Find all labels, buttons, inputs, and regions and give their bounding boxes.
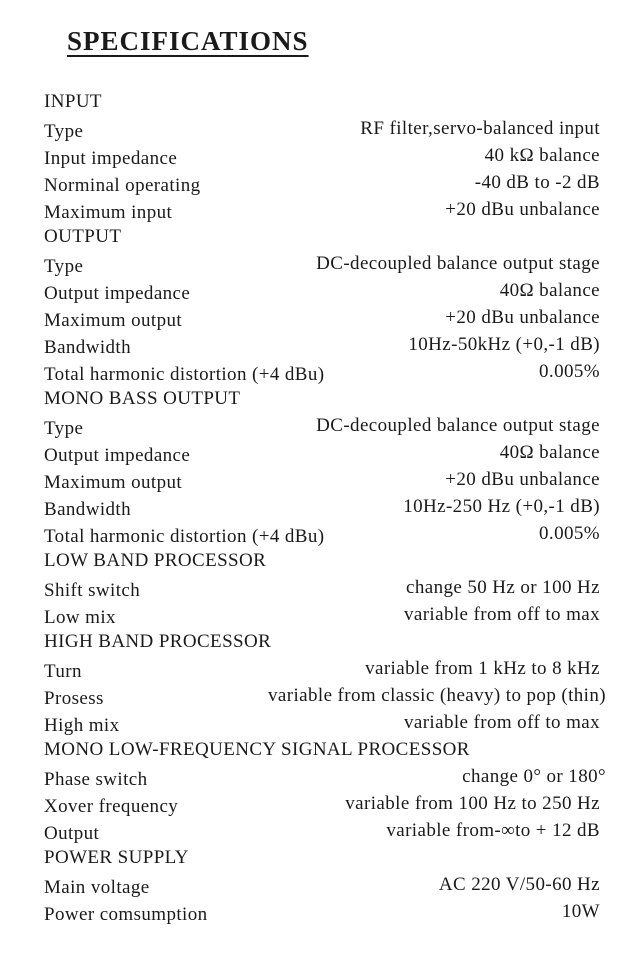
spec-label: Maximum input [44,202,173,223]
spec-row [44,331,600,358]
spec-label: Type [44,256,84,277]
spec-value: 0.005% [539,361,600,382]
spec-row [44,493,600,520]
spec-value: 10Hz-250 Hz (+0,-1 dB) [403,496,600,517]
spec-value: +20 dBu unbalance [445,199,600,220]
spec-value: -40 dB to -2 dB [474,172,600,193]
spec-value: 40 kΩ balance [484,145,600,166]
spec-label: Bandwidth [44,337,131,358]
spec-row [44,898,600,925]
spec-label: Phase switch [44,769,148,790]
spec-value: 0.005% [539,523,600,544]
spec-label: Type [44,121,84,142]
spec-row [44,358,600,385]
spec-row [44,682,606,709]
spec-row [44,574,600,601]
spec-label: Output impedance [44,445,191,466]
spec-row [44,655,600,682]
section-heading-label: OUTPUT [44,226,122,247]
spec-label: Total harmonic distortion (+4 dBu) [44,364,325,385]
section-heading [44,628,600,655]
spec-row [44,115,600,142]
spec-row [44,196,600,223]
section-heading [44,844,600,871]
spec-label: Type [44,418,84,439]
spec-value: 10Hz-50kHz (+0,-1 dB) [408,334,600,355]
spec-row [44,439,600,466]
spec-value: +20 dBu unbalance [445,469,600,490]
spec-row [44,709,600,736]
spec-label: Total harmonic distortion (+4 dBu) [44,526,325,547]
spec-label: Low mix [44,607,116,628]
spec-value: 40Ω balance [499,280,600,301]
section-heading-label: POWER SUPPLY [44,847,189,868]
spec-label: Main voltage [44,877,150,898]
spec-value: variable from 100 Hz to 250 Hz [345,793,600,814]
section-heading-label: MONO LOW-FREQUENCY SIGNAL PROCESSOR [44,739,470,760]
spec-label: High mix [44,715,120,736]
spec-label: Maximum output [44,472,183,493]
section-heading [44,547,600,574]
spec-label: Turn [44,661,82,682]
spec-value: 10W [561,901,600,922]
spec-row [44,250,600,277]
spec-value: DC-decoupled balance output stage [316,415,600,436]
spec-row [44,304,600,331]
spec-row [44,142,600,169]
spec-row [44,520,600,547]
section-heading-label: HIGH BAND PROCESSOR [44,631,272,652]
spec-label: Output impedance [44,283,191,304]
section-heading [44,385,600,412]
spec-label: Prosess [44,688,104,709]
spec-value: AC 220 V/50-60 Hz [438,874,600,895]
spec-label: Bandwidth [44,499,131,520]
spec-row [44,601,600,628]
spec-value: +20 dBu unbalance [445,307,600,328]
spec-label: Input impedance [44,148,178,169]
section-heading-label: MONO BASS OUTPUT [44,388,241,409]
spec-value: variable from-∞to + 12 dB [386,820,600,841]
spec-value: variable from classic (heavy) to pop (thin) [268,685,606,706]
spec-value: change 0° or 180° [462,766,606,787]
spec-row [44,763,606,790]
spec-row [44,790,600,817]
section-heading [44,223,600,250]
spec-row [44,466,600,493]
spec-label: Xover frequency [44,796,179,817]
section-heading-label: LOW BAND PROCESSOR [44,550,267,571]
section-heading [44,88,600,115]
spec-value: variable from 1 kHz to 8 kHz [365,658,600,679]
spec-row [44,412,600,439]
spec-value: variable from off to max [403,604,600,625]
spec-label: Shift switch [44,580,141,601]
spec-label: Maximum output [44,310,183,331]
spec-value: variable from off to max [403,712,600,733]
spec-row [44,871,600,898]
spec-value: RF filter,servo-balanced input [360,118,600,139]
spec-row [44,169,600,196]
spec-value: 40Ω balance [499,442,600,463]
spec-row [44,277,600,304]
spec-label: Norminal operating [44,175,201,196]
spec-value: change 50 Hz or 100 Hz [406,577,600,598]
page-title: SPECIFICATIONS [67,26,309,56]
spec-label: Power comsumption [44,904,208,925]
section-heading-label: INPUT [44,91,102,112]
section-heading [44,736,600,763]
spec-row [44,817,600,844]
spec-label: Output [44,823,100,844]
spec-list [44,88,606,925]
spec-value: DC-decoupled balance output stage [316,253,600,274]
